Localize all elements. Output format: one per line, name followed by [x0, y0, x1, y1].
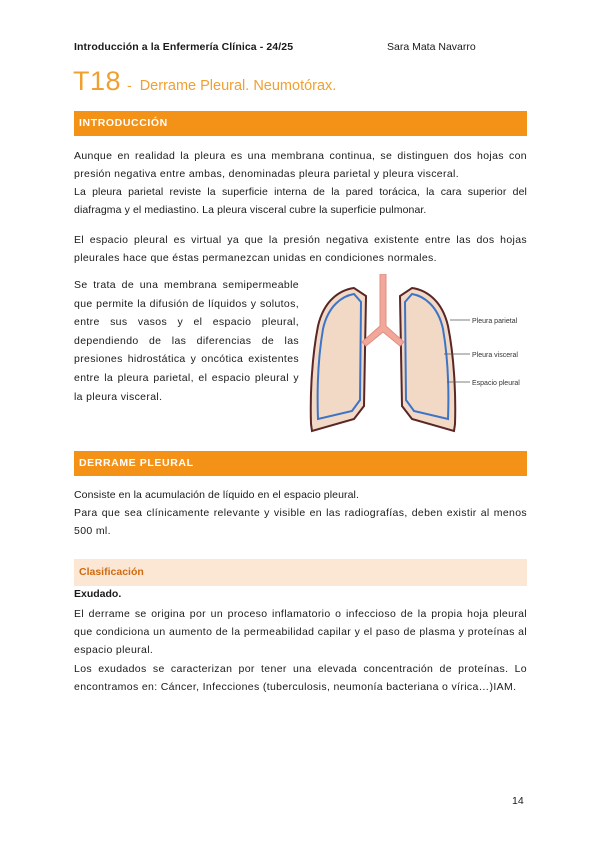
trachea-icon — [362, 274, 404, 346]
subheading-clasificacion: Clasificación — [74, 559, 527, 586]
intro-paragraph-2: La pleura parietal reviste la superficie interna de la pared torácica, la cara superior del diafragma y el mediastino. La pleura visceral cubre la superficie pulmonar. — [74, 186, 527, 217]
intro-paragraph-4: Se trata de una membrana semipermeable que permite la difusión de líquidos y solutos, entre sus vasos y el espacio pleural, dependiendo de las diferencias de las presiones hidrostática y oncótica existentes entre la pleura parietal, el espacio pleural y la pleura visceral. — [74, 279, 299, 403]
topic-title — [73, 66, 336, 97]
course-title: Introducción a la Enfermería Clínica - 24/25 — [74, 41, 294, 53]
label-pleura-visceral: Pleura visceral — [472, 352, 518, 359]
topic-name: Derrame Pleural. Neumotórax. — [139, 78, 337, 94]
derrame-paragraph-1: Consiste en la acumulación de líquido en el espacio pleural. — [74, 489, 360, 501]
page-header — [74, 41, 526, 55]
exudado-heading: Exudado. — [74, 588, 122, 600]
exudado-paragraph-1: El derrame se origina por un proceso inflamatorio o infeccioso de la propia hoja pleural que condiciona un aumento de la permeabilidad capilar y el paso de plasma y proteínas al espacio pleural. — [74, 608, 527, 657]
pleura-diagram — [308, 274, 530, 438]
page-number: 14 — [512, 795, 524, 807]
exudado-paragraph-2: Los exudados se caracterizan por tener una elevada concentración de proteínas. Lo encontramos en: Cáncer, Infecciones (tuberculosis, neumonía bacteriana o vírica…)IAM. — [74, 663, 527, 694]
label-pleura-parietal: Pleura parietal — [472, 318, 518, 325]
derrame-paragraph-2: Para que sea clínicamente relevante y visible en las radiografías, deben existir al menos 500 ml. — [74, 507, 527, 538]
section-heading-introduccion: INTRODUCCIÓN — [74, 111, 527, 136]
section-heading-derrame: DERRAME PLEURAL — [74, 451, 527, 476]
intro-paragraph-1: Aunque en realidad la pleura es una membrana continua, se distinguen dos hojas con presión negativa entre ambas, denominadas pleura parietal y pleura visceral. — [74, 150, 527, 181]
intro-paragraph-3: El espacio pleural es virtual ya que la presión negativa existente entre las dos hojas pleurales hace que éstas permanezcan unidas en condiciones normales. — [74, 234, 527, 265]
topic-separator: - — [127, 77, 132, 93]
topic-number: T18 — [73, 66, 122, 96]
label-espacio-pleural: Espacio pleural — [472, 380, 520, 387]
author-name: Sara Mata Navarro — [387, 41, 476, 53]
